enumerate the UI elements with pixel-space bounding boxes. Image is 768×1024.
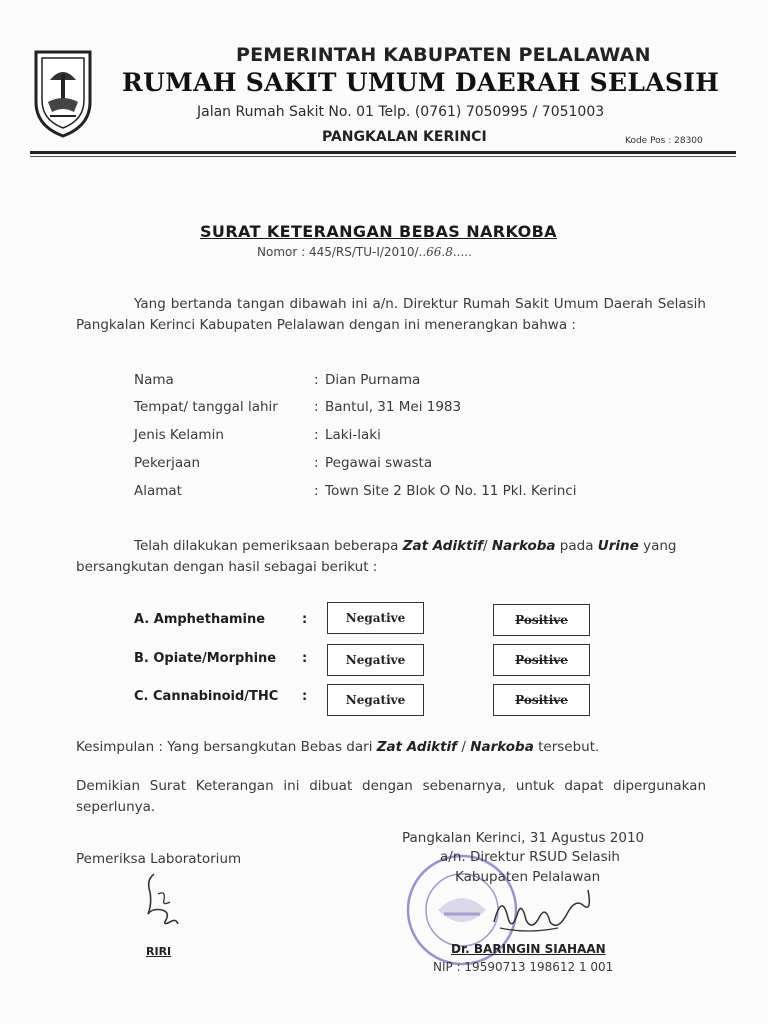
exam-emphasis: Zat Adiktif (402, 538, 484, 554)
letter-number-handwritten: ..66.8..... (418, 245, 472, 259)
conclusion-emphasis: Zat Adiktif (376, 739, 458, 755)
header-address: Jalan Rumah Sakit No. 01 Telp. (0761) 7050995 / 7051003 (197, 104, 605, 120)
exam-emphasis: Urine (597, 538, 639, 554)
director-name: Dr. BARINGIN SIAHAAN (451, 942, 606, 956)
test-label-amphetamine: A. Amphethamine (134, 612, 266, 627)
result-negative-box: Negative (327, 644, 424, 676)
identity-colon: : (314, 455, 319, 471)
intro-paragraph: Yang bertanda tangan dibawah ini a/n. Direktur Rumah Sakit Umum Daerah Selasih Pangkalan Kerinci Kabupaten Pelalawan dengan ini menerangkan bahwa : (76, 296, 706, 333)
result-positive-struck-box: Positive (493, 604, 590, 636)
on-behalf-of-director: a/n. Direktur RSUD Selasih (440, 849, 620, 865)
identity-label: Nama (134, 372, 174, 388)
header-postal-code: Kode Pos : 28300 (625, 136, 703, 146)
identity-label: Jenis Kelamin (134, 427, 224, 443)
identity-value: Dian Purnama (325, 372, 421, 388)
examiner-signature (140, 870, 186, 932)
header-government: PEMERINTAH KABUPATEN PELALAWAN (236, 44, 651, 66)
regency-emblem-logo (30, 44, 96, 140)
identity-label: Tempat/ tanggal lahir (134, 399, 278, 415)
identity-colon: : (314, 483, 319, 499)
header-city: PANGKALAN KERINCI (322, 129, 487, 145)
test-colon: : (302, 612, 308, 627)
letter-title: SURAT KETERANGAN BEBAS NARKOBA (200, 222, 557, 241)
lab-examiner-title: Pemeriksa Laboratorium (76, 851, 242, 867)
test-label-cannabinoid: C. Cannabinoid/THC (134, 689, 279, 704)
conclusion-text: / (457, 739, 471, 755)
exam-text: yang bersangkutan dengan hasil sebagai berikut : (76, 538, 677, 575)
result-negative-box: Negative (327, 602, 424, 634)
identity-label: Alamat (134, 483, 182, 499)
test-colon: : (302, 651, 308, 666)
exam-text: Telah dilakukan pemeriksaan beberapa (134, 538, 403, 554)
letter-number (257, 245, 472, 259)
identity-value: Town Site 2 Blok O No. 11 Pkl. Kerinci (325, 483, 577, 499)
conclusion-text: Kesimpulan : Yang bersangkutan Bebas dari (76, 739, 377, 755)
test-colon: : (302, 689, 308, 704)
closing-paragraph: Demikian Surat Keterangan ini dibuat dengan sebenarnya, untuk dapat dipergunakan seperlunya. (76, 778, 706, 815)
header-divider-thin (30, 156, 736, 157)
exam-text: / (483, 538, 492, 554)
director-signature (488, 882, 598, 940)
result-positive-struck-box: Positive (493, 684, 590, 716)
exam-emphasis: Narkoba (491, 538, 556, 554)
letter-number-prefix: Nomor : 445/RS/TU-I/2010/ (257, 245, 419, 259)
exam-paragraph (76, 536, 706, 578)
result-positive-struck-box: Positive (493, 644, 590, 676)
identity-value: Laki-laki (325, 427, 381, 443)
identity-colon: : (314, 399, 319, 415)
result-negative-box: Negative (327, 684, 424, 716)
regency-name: Kabupaten Pelalawan (455, 869, 601, 885)
conclusion-emphasis: Narkoba (470, 739, 534, 755)
exam-text: pada (555, 538, 598, 554)
identity-colon: : (314, 372, 319, 388)
conclusion-text: tersebut. (533, 739, 600, 755)
identity-value: Bantul, 31 Mei 1983 (325, 399, 462, 415)
conclusion-line (76, 737, 706, 758)
header-hospital-name: RUMAH SAKIT UMUM DAERAH SELASIH (122, 68, 720, 97)
identity-colon: : (314, 427, 319, 443)
identity-value: Pegawai swasta (325, 455, 433, 471)
header-divider-thick (30, 151, 736, 154)
examiner-name: RIRI (146, 945, 172, 958)
director-nip: NIP : 19590713 198612 1 001 (433, 960, 614, 974)
identity-label: Pekerjaan (134, 455, 201, 471)
test-label-opiate: B. Opiate/Morphine (134, 651, 277, 666)
signing-place-date: Pangkalan Kerinci, 31 Agustus 2010 (402, 830, 645, 846)
